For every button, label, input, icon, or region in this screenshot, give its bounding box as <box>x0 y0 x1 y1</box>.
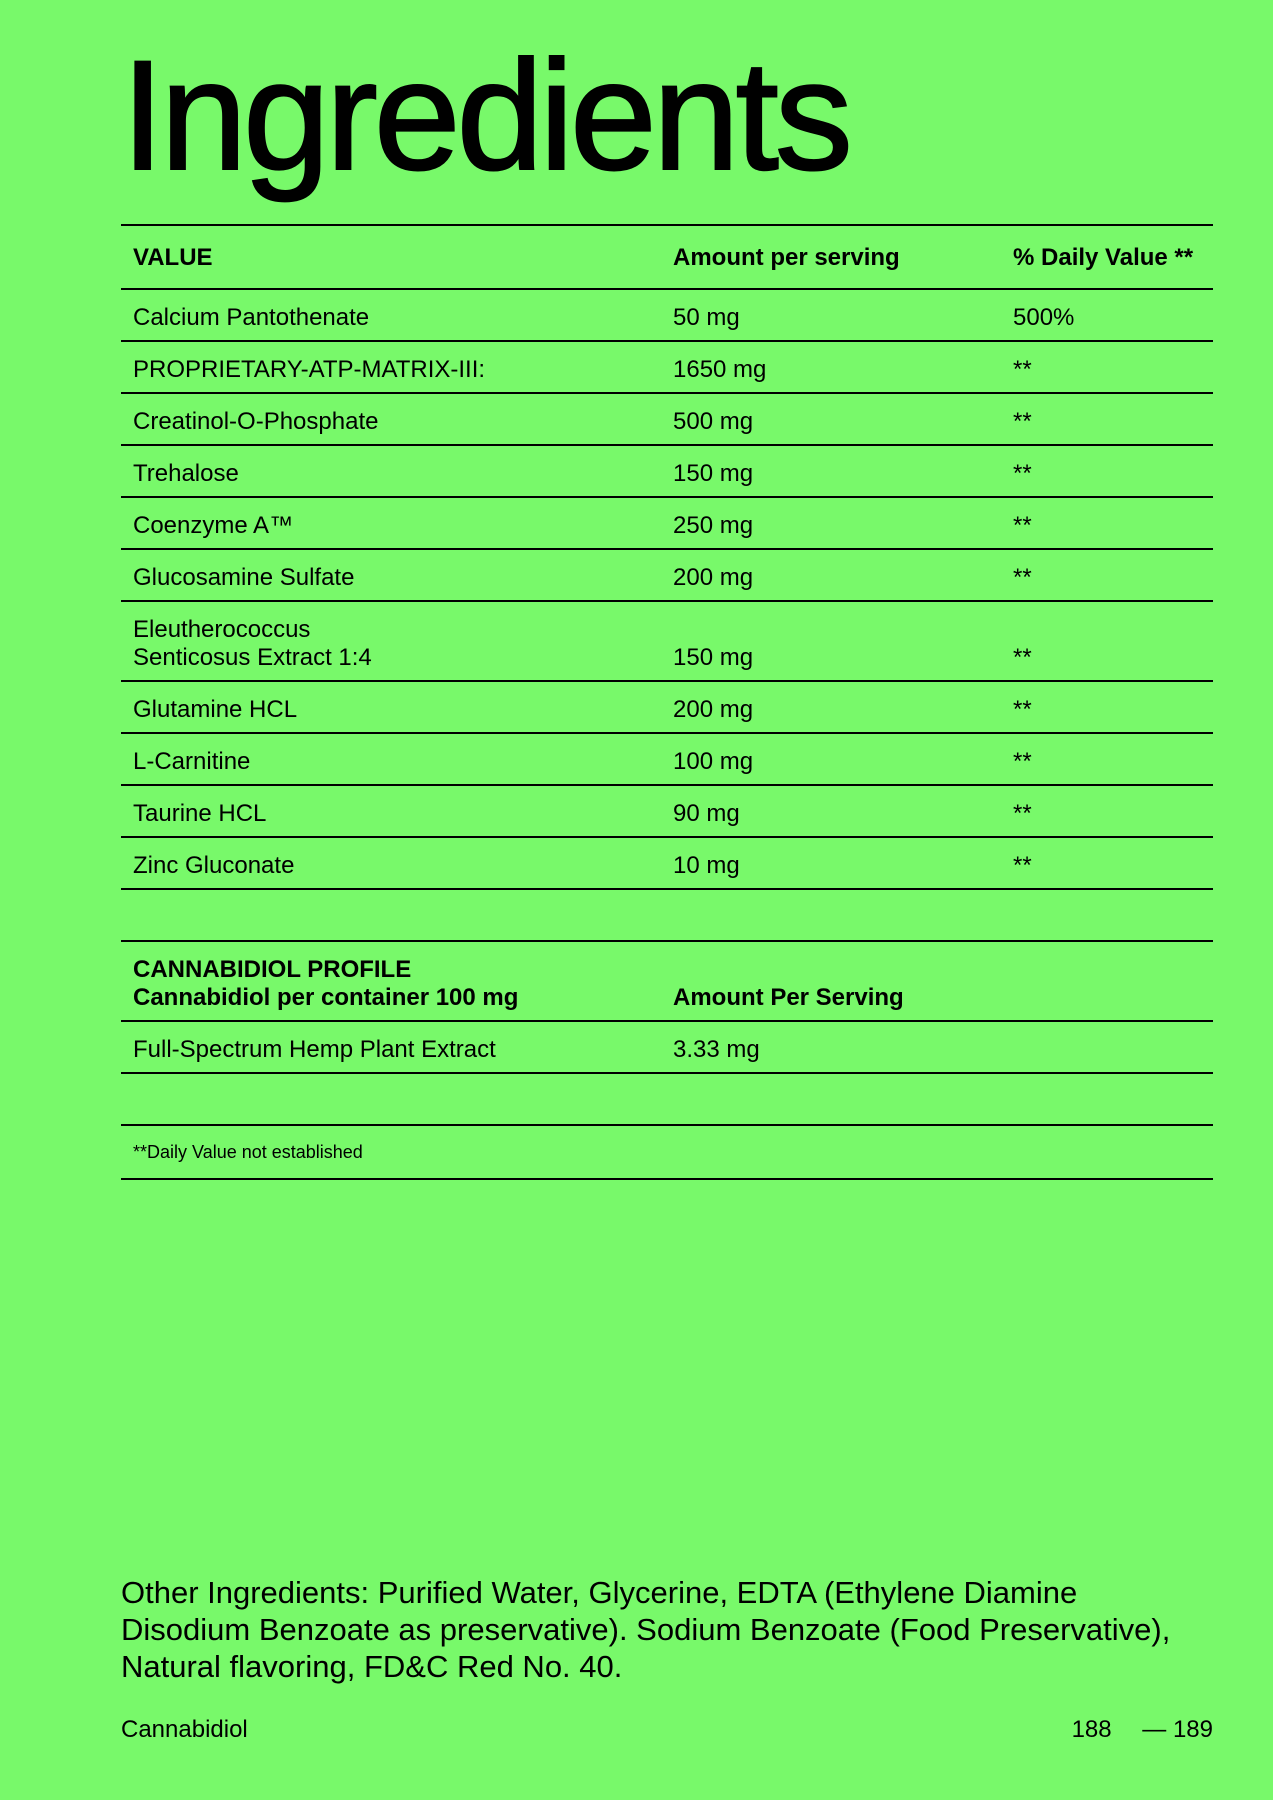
table-row <box>121 290 1213 342</box>
ingredient-dv: ** <box>1013 644 1032 671</box>
ingredient-dv: ** <box>1013 408 1032 435</box>
cbd-title: CANNABIDIOL PROFILE <box>133 956 412 983</box>
ingredient-amount: 500 mg <box>673 408 754 435</box>
ingredient-name: Creatinol-O-Phosphate <box>133 408 379 435</box>
spacer-row <box>121 1074 1213 1126</box>
table-row <box>121 734 1213 786</box>
table-row <box>121 550 1213 602</box>
ingredient-amount: 90 mg <box>673 800 740 827</box>
page-footer <box>121 1716 1213 1744</box>
ingredient-amount: 250 mg <box>673 512 754 539</box>
cbd-ingredient-name: Full-Spectrum Hemp Plant Extract <box>133 1036 496 1063</box>
ingredient-name: PROPRIETARY-ATP-MATRIX-III: <box>133 356 486 383</box>
ingredient-name: L-Carnitine <box>133 748 251 775</box>
footnote: **Daily Value not established <box>133 1142 363 1162</box>
cbd-subtitle: Cannabidiol per container 100 mg <box>133 984 519 1011</box>
ingredient-name <box>133 616 673 672</box>
ingredient-name: Glutamine HCL <box>133 696 298 723</box>
ingredient-dv: ** <box>1013 696 1032 723</box>
table-row <box>121 602 1213 682</box>
ingredient-name: Taurine HCL <box>133 800 267 827</box>
header-daily-value: % Daily Value ** <box>1013 244 1194 271</box>
ingredient-dv: 500% <box>1013 304 1075 331</box>
ingredient-amount: 200 mg <box>673 696 754 723</box>
ingredient-name: Trehalose <box>133 460 239 487</box>
cbd-heading <box>133 956 673 1012</box>
ingredient-dv: ** <box>1013 748 1032 775</box>
page-numbers <box>1048 1716 1213 1744</box>
table-row <box>121 394 1213 446</box>
ingredient-amount: 150 mg <box>673 460 754 487</box>
ingredient-dv: ** <box>1013 800 1032 827</box>
ingredient-dv: ** <box>1013 564 1032 591</box>
page-number-left: 188 <box>1071 1716 1112 1743</box>
page-title: Ingredients <box>121 29 849 203</box>
cbd-header-row <box>121 942 1213 1022</box>
ingredient-dv: ** <box>1013 852 1032 879</box>
ingredient-name: Coenzyme A™ <box>133 512 294 539</box>
table-row <box>121 682 1213 734</box>
ingredient-amount: 1650 mg <box>673 356 767 383</box>
header-value: VALUE <box>133 244 213 271</box>
table-row <box>121 446 1213 498</box>
cbd-amount-header: Amount Per Serving <box>673 984 904 1011</box>
table-row <box>121 342 1213 394</box>
ingredient-name: Zinc Gluconate <box>133 852 295 879</box>
table-row <box>121 498 1213 550</box>
ingredient-name-line-2: Senticosus Extract 1:4 <box>133 644 372 671</box>
ingredient-amount: 50 mg <box>673 304 740 331</box>
ingredient-name: Glucosamine Sulfate <box>133 564 355 591</box>
ingredient-amount: 100 mg <box>673 748 754 775</box>
spacer-row <box>121 890 1213 942</box>
page-number-right: — 189 <box>1142 1716 1213 1743</box>
ingredient-amount: 200 mg <box>673 564 754 591</box>
other-ingredients: Other Ingredients: Purified Water, Glycerine, EDTA (Ethylene Diamine Disodium Benzoate as preservative). Sodium Benzoate (Food Preservative), Natural flavoring, FD&C Red No. 40. <box>121 1575 1171 1684</box>
table-header-row <box>121 226 1213 290</box>
ingredients-table <box>121 224 1213 1180</box>
ingredient-dv: ** <box>1013 512 1032 539</box>
ingredient-dv: ** <box>1013 460 1032 487</box>
ingredient-name: Calcium Pantothenate <box>133 304 370 331</box>
table-row <box>121 786 1213 838</box>
ingredient-dv: ** <box>1013 356 1032 383</box>
table-row <box>121 1022 1213 1074</box>
ingredient-amount: 10 mg <box>673 852 740 879</box>
table-row <box>121 838 1213 890</box>
ingredient-amount: 150 mg <box>673 644 754 671</box>
cbd-ingredient-amount: 3.33 mg <box>673 1036 760 1063</box>
header-amount: Amount per serving <box>673 244 900 271</box>
section-name: Cannabidiol <box>121 1716 248 1743</box>
footnote-row <box>121 1126 1213 1180</box>
ingredient-name-line-1: Eleutherococcus <box>133 616 311 643</box>
